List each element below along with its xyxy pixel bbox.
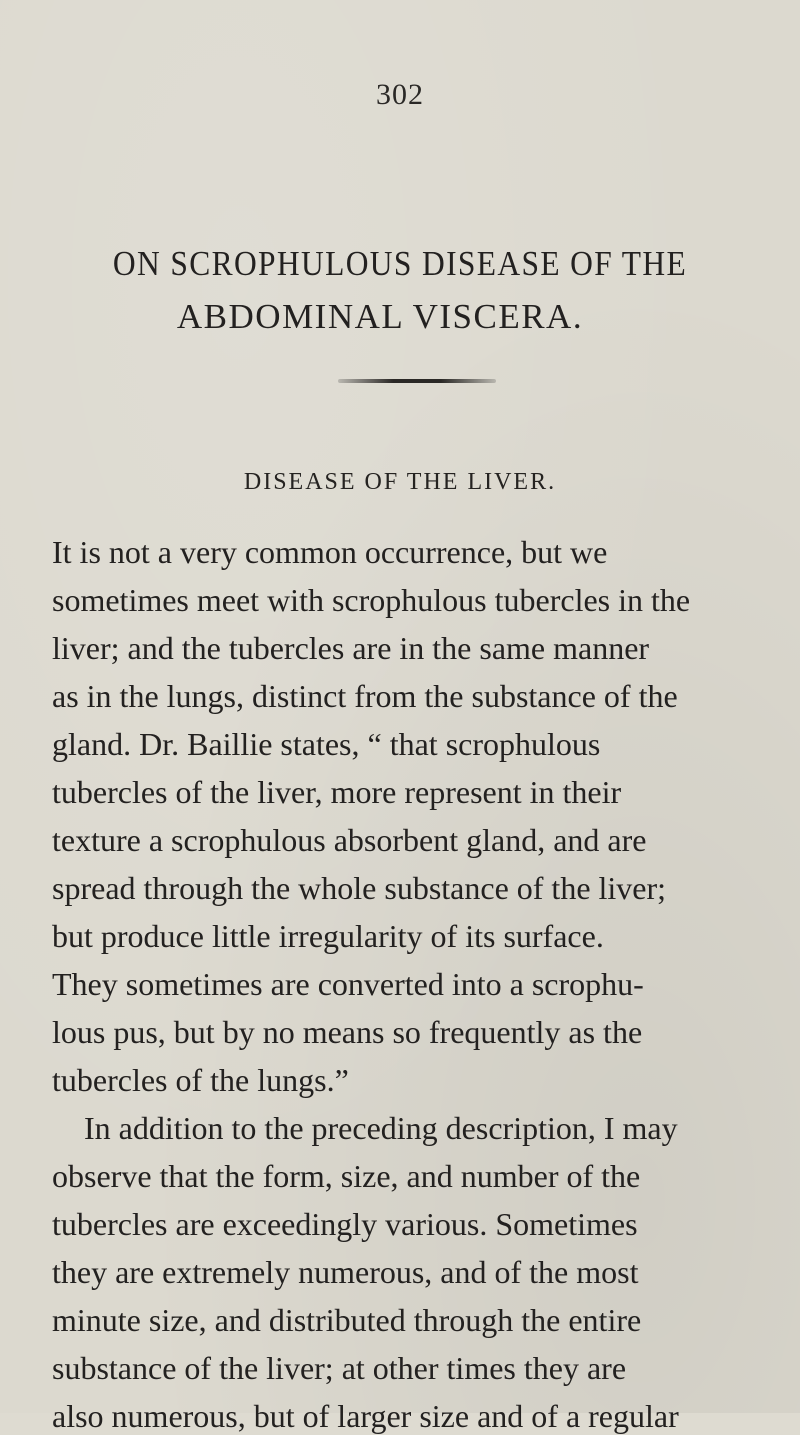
title-divider xyxy=(338,379,496,383)
body-line: tubercles of the liver, more represent in their xyxy=(52,774,622,810)
chapter-title-line-2: ABDOMINAL VISCERA. xyxy=(176,297,584,336)
body-line: It is not a very common occurrence, but we xyxy=(52,534,608,570)
body-line: they are extremely numerous, and of the most xyxy=(52,1254,639,1290)
body-line: minute size, and distributed through the entire xyxy=(52,1302,642,1338)
body-line: They sometimes are converted into a scrophu- xyxy=(52,966,644,1002)
body-line: tubercles of the lungs.” xyxy=(52,1062,349,1098)
body-line: In addition to the preceding description, I may xyxy=(84,1110,678,1146)
body-line: gland. Dr. Baillie states, “ that scrophulous xyxy=(52,726,601,762)
body-line: substance of the liver; at other times they are xyxy=(52,1350,627,1386)
body-line: as in the lungs, distinct from the substance of the xyxy=(52,678,678,714)
body-line: sometimes meet with scrophulous tubercles in the xyxy=(52,582,691,618)
body-line: spread through the whole substance of the liver; xyxy=(52,870,667,906)
body-line: also numerous, but of larger size and of a regular xyxy=(52,1398,679,1434)
body-line: liver; and the tubercles are in the same manner xyxy=(52,630,650,666)
body-line: tubercles are exceedingly various. Sometimes xyxy=(52,1206,638,1242)
body-line: observe that the form, size, and number of the xyxy=(52,1158,641,1194)
page-number: 302 xyxy=(376,78,424,111)
body-line: lous pus, but by no means so frequently as the xyxy=(52,1014,643,1050)
body-line: texture a scrophulous absorbent gland, and are xyxy=(52,822,647,858)
body-line: but produce little irregularity of its surface. xyxy=(52,918,604,954)
chapter-title-line-1: ON SCROPHULOUS DISEASE OF THE xyxy=(112,244,688,283)
section-heading: DISEASE OF THE LIVER. xyxy=(243,469,557,495)
